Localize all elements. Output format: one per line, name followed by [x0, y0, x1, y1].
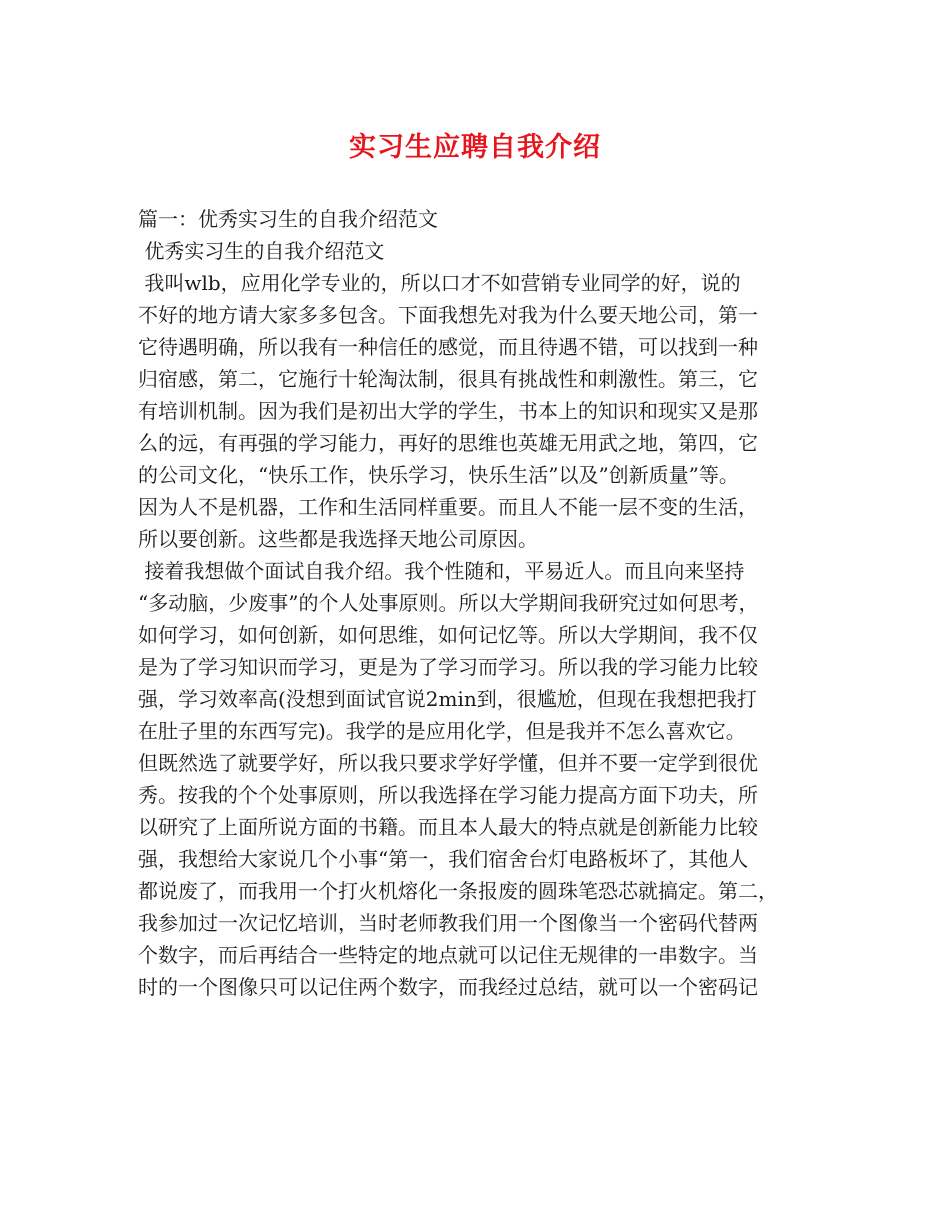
text-line: 它待遇明确，所以我有一种信任的感觉，而且待遇不错，可以找到一种 — [138, 335, 758, 359]
text-line: 但既然选了就要学好，所以我只要求学好学懂，但并不要一定学到很优 — [138, 751, 758, 775]
text-line: 个数字，而后再结合一些特定的地点就可以记住无规律的一串数字。当 — [138, 943, 758, 967]
text-line: 在肚子里的东西写完)。我学的是应用化学，但是我并不怎么喜欢它。 — [138, 719, 746, 743]
text-line: 以研究了上面所说方面的书籍。而且本人最大的特点就是创新能力比较 — [138, 815, 758, 839]
text-line: 强，我想给大家说几个小事“第一，我们宿舍台灯电路板坏了，其他人 — [138, 847, 749, 871]
text-line: 强，学习效率高(没想到面试官说2min到，很尴尬，但现在我想把我打 — [138, 687, 757, 711]
text-line: 秀。按我的个个处事原则，所以我选择在学习能力提高方面下功夫，所 — [138, 783, 758, 807]
text-line: 接着我想做个面试自我介绍。我个性随和，平易近人。而且向来坚持 — [138, 559, 745, 583]
text-line: 因为人不是机器，工作和生活同样重要。而且人不能一层不变的生活， — [138, 495, 758, 519]
text-line: 篇一：优秀实习生的自我介绍范文 — [138, 207, 438, 231]
document-title: 实习生应聘自我介绍 — [349, 132, 601, 163]
document-body — [138, 203, 828, 1003]
text-line: 所以要创新。这些都是我选择天地公司原因。 — [138, 527, 538, 551]
text-line: 我叫wlb，应用化学专业的，所以口才不如营销专业同学的好，说的 — [138, 271, 741, 295]
text-line: 时的一个图像只可以记住两个数字，而我经过总结，就可以一个密码记 — [138, 975, 758, 999]
text-line: 有培训机制。因为我们是初出大学的学生，书本上的知识和现实又是那 — [138, 399, 758, 423]
text-line: 的公司文化，“快乐工作，快乐学习，快乐生活”以及”创新质量”等。 — [138, 463, 739, 487]
text-line: “多动脑，少废事”的个人处事原则。所以大学期间我研究过如何思考， — [138, 591, 759, 615]
text-line: 不好的地方请大家多多包含。下面我想先对我为什么要天地公司，第一 — [138, 303, 758, 327]
text-line: 是为了学习知识而学习，更是为了学习而学习。所以我的学习能力比较 — [138, 655, 758, 679]
text-line: 归宿感，第二，它施行十轮淘汰制，很具有挑战性和刺激性。第三，它 — [138, 367, 758, 391]
text-line: 我参加过一次记忆培训，当时老师教我们用一个图像当一个密码代替两 — [138, 911, 758, 935]
text-line: 优秀实习生的自我介绍范文 — [138, 239, 385, 263]
text-line: 如何学习，如何创新，如何思维，如何记忆等。所以大学期间，我不仅 — [138, 623, 758, 647]
text-line: 都说废了，而我用一个打火机熔化一条报废的圆珠笔恐芯就搞定。第二， — [138, 879, 778, 903]
text-line: 么的远，有再强的学习能力，再好的思维也英雄无用武之地，第四，它 — [138, 431, 758, 455]
